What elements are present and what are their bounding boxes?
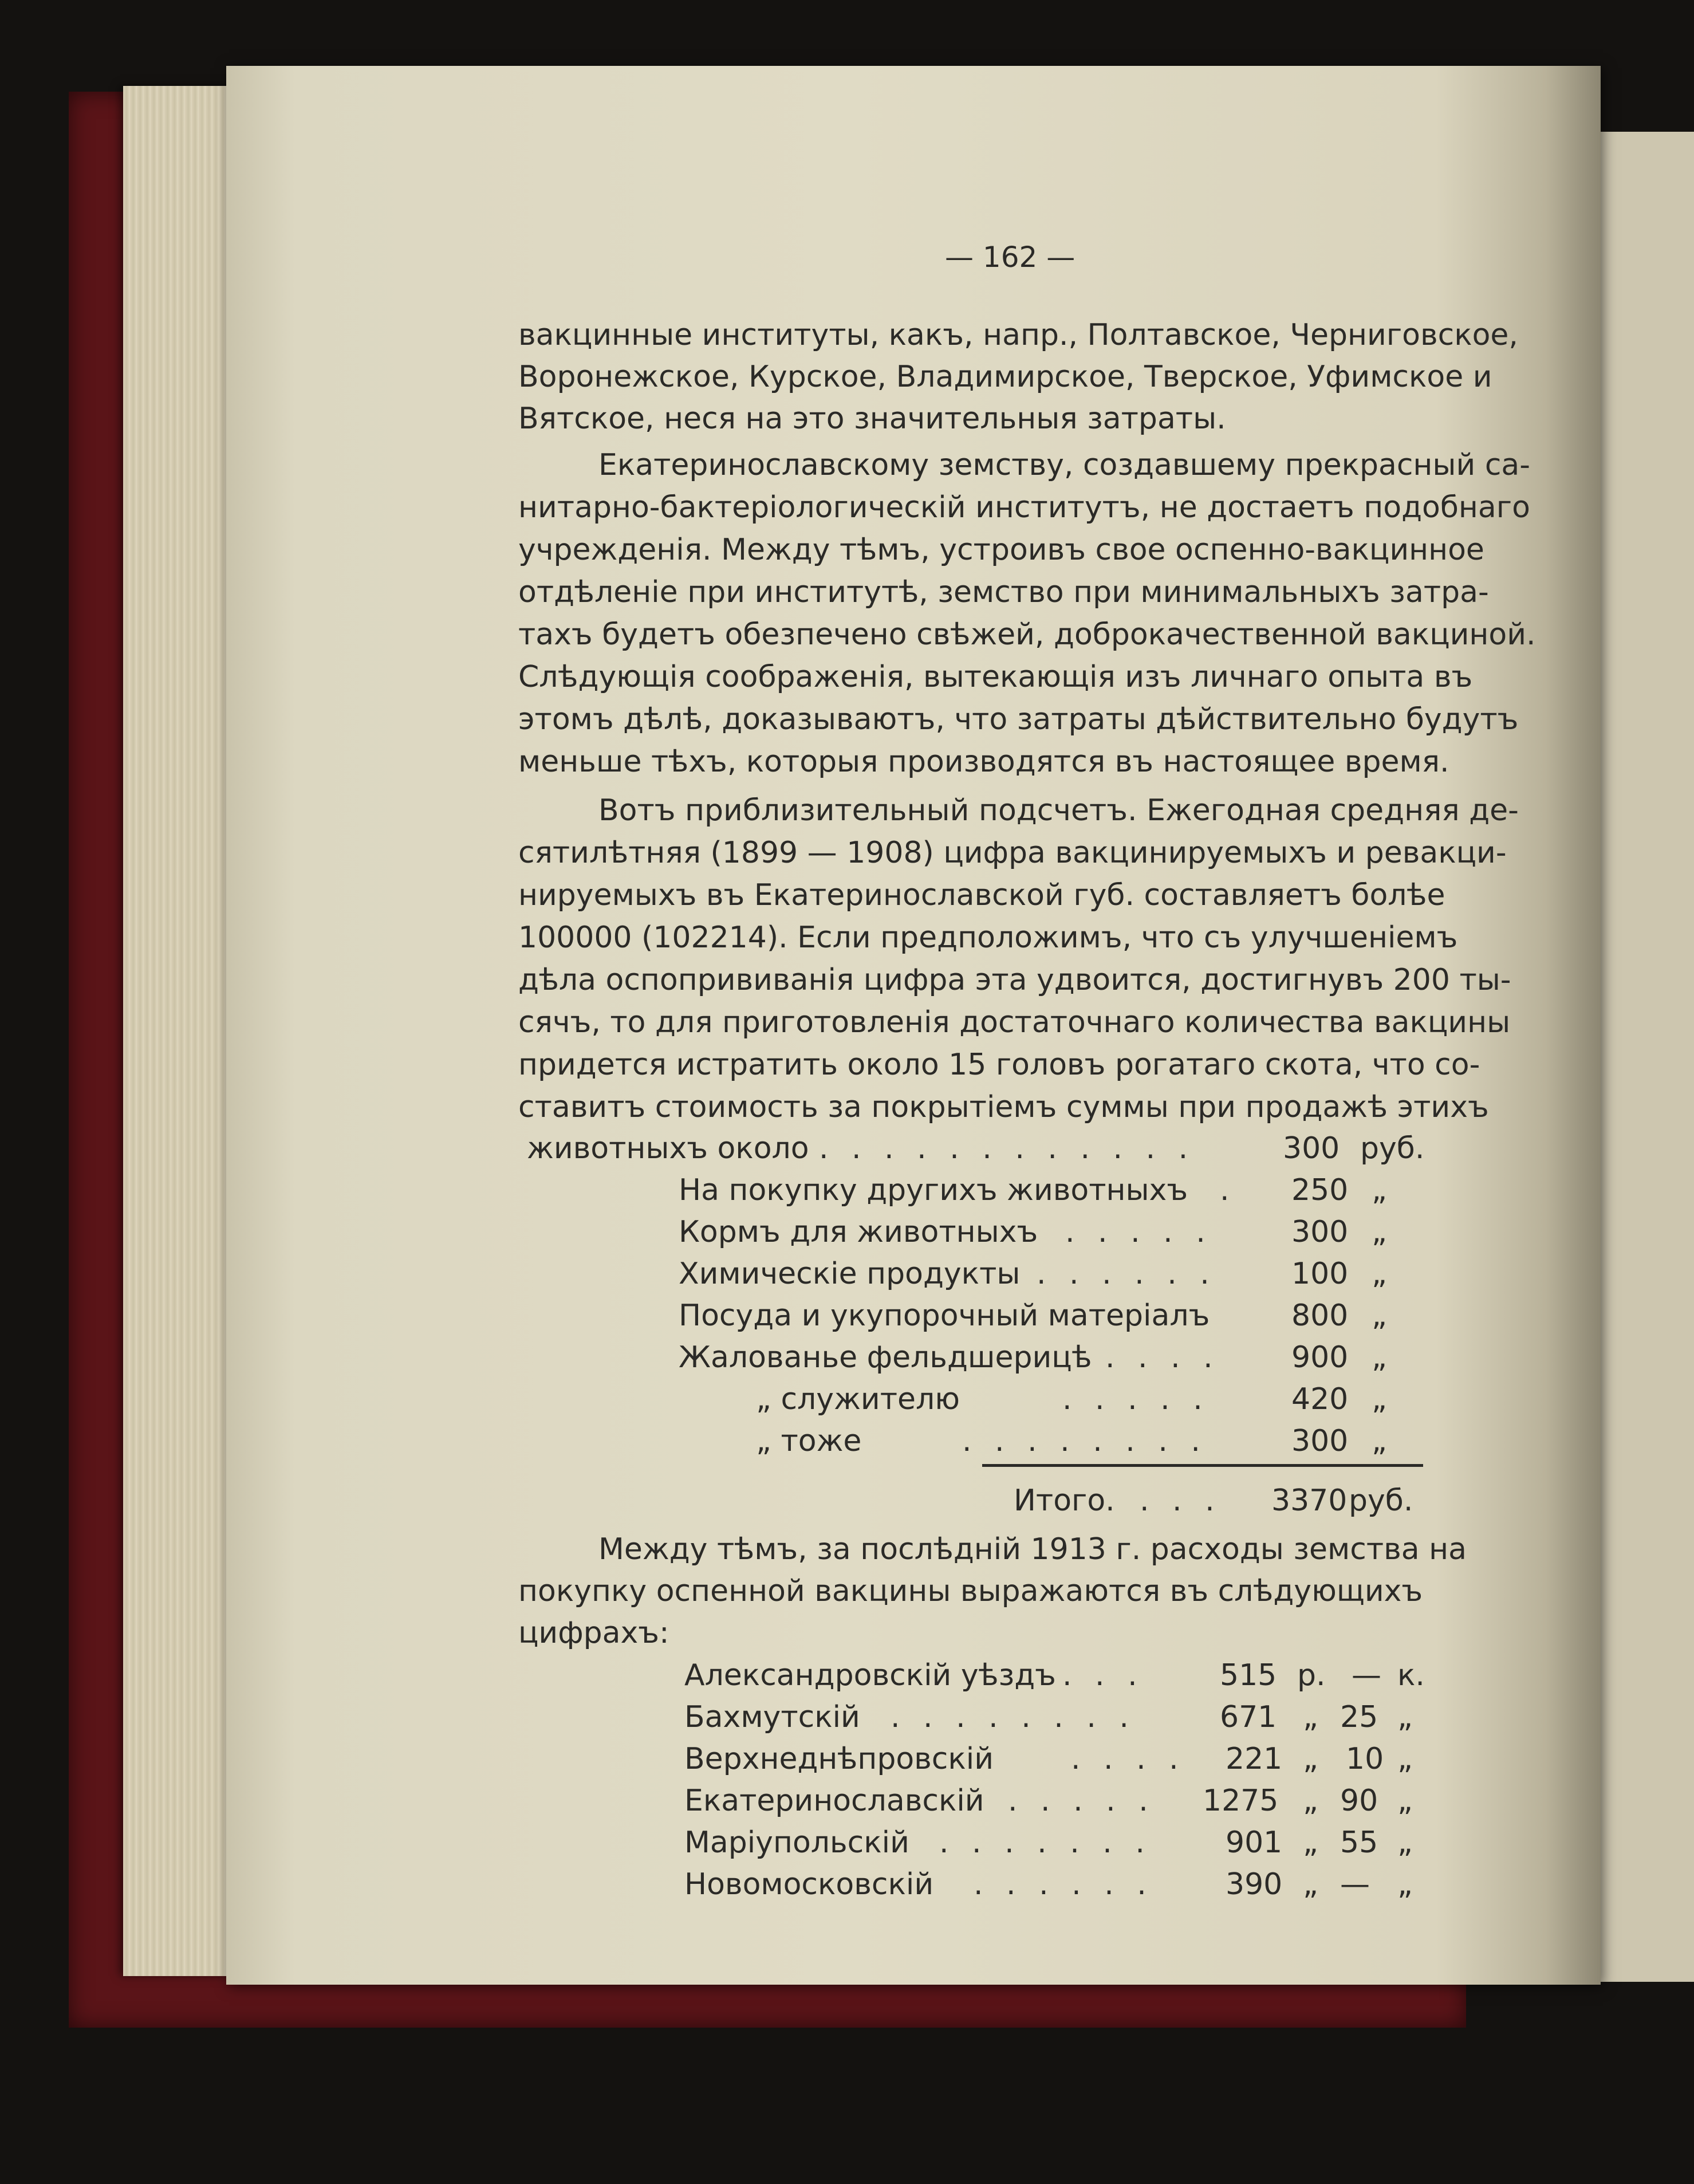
- district-kop-unit: „: [1397, 1867, 1413, 1902]
- total-rule: [982, 1464, 1423, 1467]
- cost-unit: „: [1372, 1298, 1387, 1333]
- cost-label: Химическіе продукты: [679, 1257, 1021, 1291]
- text-line: дѣла оспопрививанія цифра эта удвоится, достигнувъ 200 ты-: [518, 963, 1511, 997]
- district-rub-unit: „: [1303, 1742, 1318, 1776]
- district-name: Маріупольскій: [684, 1825, 909, 1860]
- cost-dots: . . . . .: [1062, 1382, 1210, 1416]
- text-line: сячъ, то для приготовленія достаточнаго количества вакцины: [518, 1005, 1511, 1040]
- district-rub: 1275: [1203, 1784, 1279, 1818]
- cost-amount: 420: [1291, 1382, 1349, 1416]
- district-rub-unit: „: [1303, 1700, 1318, 1734]
- cost-label: На покупку другихъ животныхъ: [679, 1173, 1188, 1207]
- text-line: тахъ будетъ обезпечено свѣжей, доброкачественной вакциной.: [518, 617, 1536, 652]
- district-rub: 671: [1220, 1700, 1277, 1734]
- cost-label: „ тоже: [756, 1424, 862, 1458]
- district-kop-unit: „: [1397, 1742, 1413, 1776]
- text-line: этомъ дѣлѣ, доказываютъ, что затраты дѣйствительно будутъ: [518, 702, 1519, 737]
- district-rub-unit: „: [1303, 1825, 1318, 1860]
- district-rub-unit: „: [1303, 1867, 1318, 1902]
- total-amount: 3370: [1271, 1483, 1348, 1518]
- district-name: Екатеринославскій: [684, 1784, 984, 1818]
- cost-amount: 300: [1291, 1424, 1349, 1458]
- text-line: Между тѣмъ, за послѣдній 1913 г. расходы земства на: [598, 1532, 1467, 1567]
- cost-amount: 800: [1291, 1298, 1349, 1333]
- district-kop: 25: [1340, 1700, 1378, 1734]
- district-name: Бахмутскій: [684, 1700, 860, 1734]
- cost-amount: 300: [1283, 1131, 1340, 1166]
- cost-dots: . . . . . . . . . . . .: [819, 1131, 1195, 1166]
- district-dots: . . . . . . . .: [891, 1700, 1136, 1734]
- total-label: Итого.: [1014, 1483, 1115, 1518]
- cost-unit: руб.: [1360, 1131, 1425, 1166]
- total-dots: . . .: [1140, 1483, 1222, 1518]
- text-line: цифрахъ:: [518, 1616, 669, 1650]
- district-kop: 55: [1340, 1825, 1378, 1860]
- cost-unit: „: [1372, 1424, 1387, 1458]
- district-dots: . . . .: [1071, 1742, 1185, 1776]
- cost-label: Кормъ для животныхъ: [679, 1215, 1038, 1249]
- district-name: Александровскій уѣздъ: [684, 1658, 1056, 1693]
- cost-amount: 300: [1291, 1215, 1349, 1249]
- text-line: Вотъ приблизительный подсчетъ. Ежегодная средняя де-: [598, 793, 1519, 828]
- text-line: Воронежское, Курское, Владимирское, Тверское, Уфимское и: [518, 360, 1492, 394]
- district-dots: . . . . . .: [974, 1867, 1153, 1902]
- cost-dots: . . . . .: [1065, 1215, 1212, 1249]
- text-line: нитарно-бактеріологическій институтъ, не достаетъ подобнаго: [518, 490, 1530, 525]
- text-line: учрежденія. Между тѣмъ, устроивъ свое оспенно-вакцинное: [518, 533, 1484, 567]
- cost-label: Жалованье фельдшерицѣ: [679, 1340, 1092, 1375]
- text-line: отдѣленіе при институтѣ, земство при минимальныхъ затра-: [518, 575, 1489, 609]
- district-kop: —: [1352, 1658, 1381, 1693]
- text-line: покупку оспенной вакцины выражаются въ слѣдующихъ: [518, 1574, 1423, 1608]
- cost-label: „ служителю: [756, 1382, 960, 1416]
- cost-unit: „: [1372, 1257, 1387, 1291]
- page-number: — 162 —: [945, 241, 1076, 274]
- cost-label: животныхъ около: [527, 1131, 809, 1166]
- district-kop-unit: к.: [1397, 1658, 1425, 1693]
- district-kop: 10: [1346, 1742, 1384, 1776]
- cost-unit: „: [1372, 1215, 1387, 1249]
- cost-dots: .: [1220, 1173, 1236, 1207]
- district-name: Верхнеднѣпровскій: [684, 1742, 994, 1776]
- district-rub: 515: [1220, 1658, 1277, 1693]
- text-line: вакцинные институты, какъ, напр., Полтавское, Черниговское,: [518, 318, 1518, 352]
- text-line: меньше тѣхъ, которыя производятся въ настоящее время.: [518, 745, 1449, 779]
- cost-unit: „: [1372, 1173, 1387, 1207]
- text-line: Екатеринославскому земству, создавшему прекрасный са-: [598, 448, 1531, 482]
- cost-unit: „: [1372, 1382, 1387, 1416]
- text-line: Слѣдующія соображенія, вытекающія изъ личнаго опыта въ: [518, 660, 1473, 694]
- district-kop: —: [1340, 1867, 1370, 1902]
- cost-amount: 250: [1291, 1173, 1349, 1207]
- text-line: придется истратить около 15 головъ рогатаго скота, что со-: [518, 1048, 1480, 1082]
- district-rub: 390: [1226, 1867, 1283, 1902]
- district-rub-unit: „: [1303, 1784, 1318, 1818]
- text-line: 100000 (102214). Если предположимъ, что съ улучшеніемъ: [518, 920, 1458, 955]
- district-kop-unit: „: [1397, 1700, 1413, 1734]
- cost-unit: „: [1372, 1340, 1387, 1375]
- cost-amount: 900: [1291, 1340, 1349, 1375]
- district-name: Новомосковскій: [684, 1867, 934, 1902]
- district-dots: . . . . . . .: [939, 1825, 1152, 1860]
- district-rub: 221: [1226, 1742, 1283, 1776]
- district-kop-unit: „: [1397, 1825, 1413, 1860]
- district-kop: 90: [1340, 1784, 1378, 1818]
- text-line: Вятское, неся на это значительныя затраты.: [518, 402, 1226, 436]
- cost-amount: 100: [1291, 1257, 1349, 1291]
- district-dots: . . . . .: [1008, 1784, 1155, 1818]
- text-line: сятилѣтняя (1899 — 1908) цифра вакцинируемыхъ и ревакци-: [518, 836, 1507, 870]
- cost-dots: . . . . . . . .: [962, 1424, 1207, 1458]
- cost-dots: . . . . . .: [1037, 1257, 1216, 1291]
- total-unit: руб.: [1349, 1483, 1413, 1518]
- text-line: нируемыхъ въ Екатеринославской губ. составляетъ болѣе: [518, 878, 1445, 912]
- adjacent-page: [1592, 132, 1694, 1982]
- district-rub-unit: р.: [1297, 1658, 1326, 1693]
- district-kop-unit: „: [1397, 1784, 1413, 1818]
- district-dots: . . .: [1062, 1658, 1144, 1693]
- cost-label: Посуда и укупорочный матеріалъ: [679, 1298, 1210, 1333]
- district-rub: 901: [1226, 1825, 1283, 1860]
- text-line: ставитъ стоимость за покрытіемъ суммы при продажѣ этихъ: [518, 1090, 1489, 1124]
- cost-dots: . . . .: [1105, 1340, 1220, 1375]
